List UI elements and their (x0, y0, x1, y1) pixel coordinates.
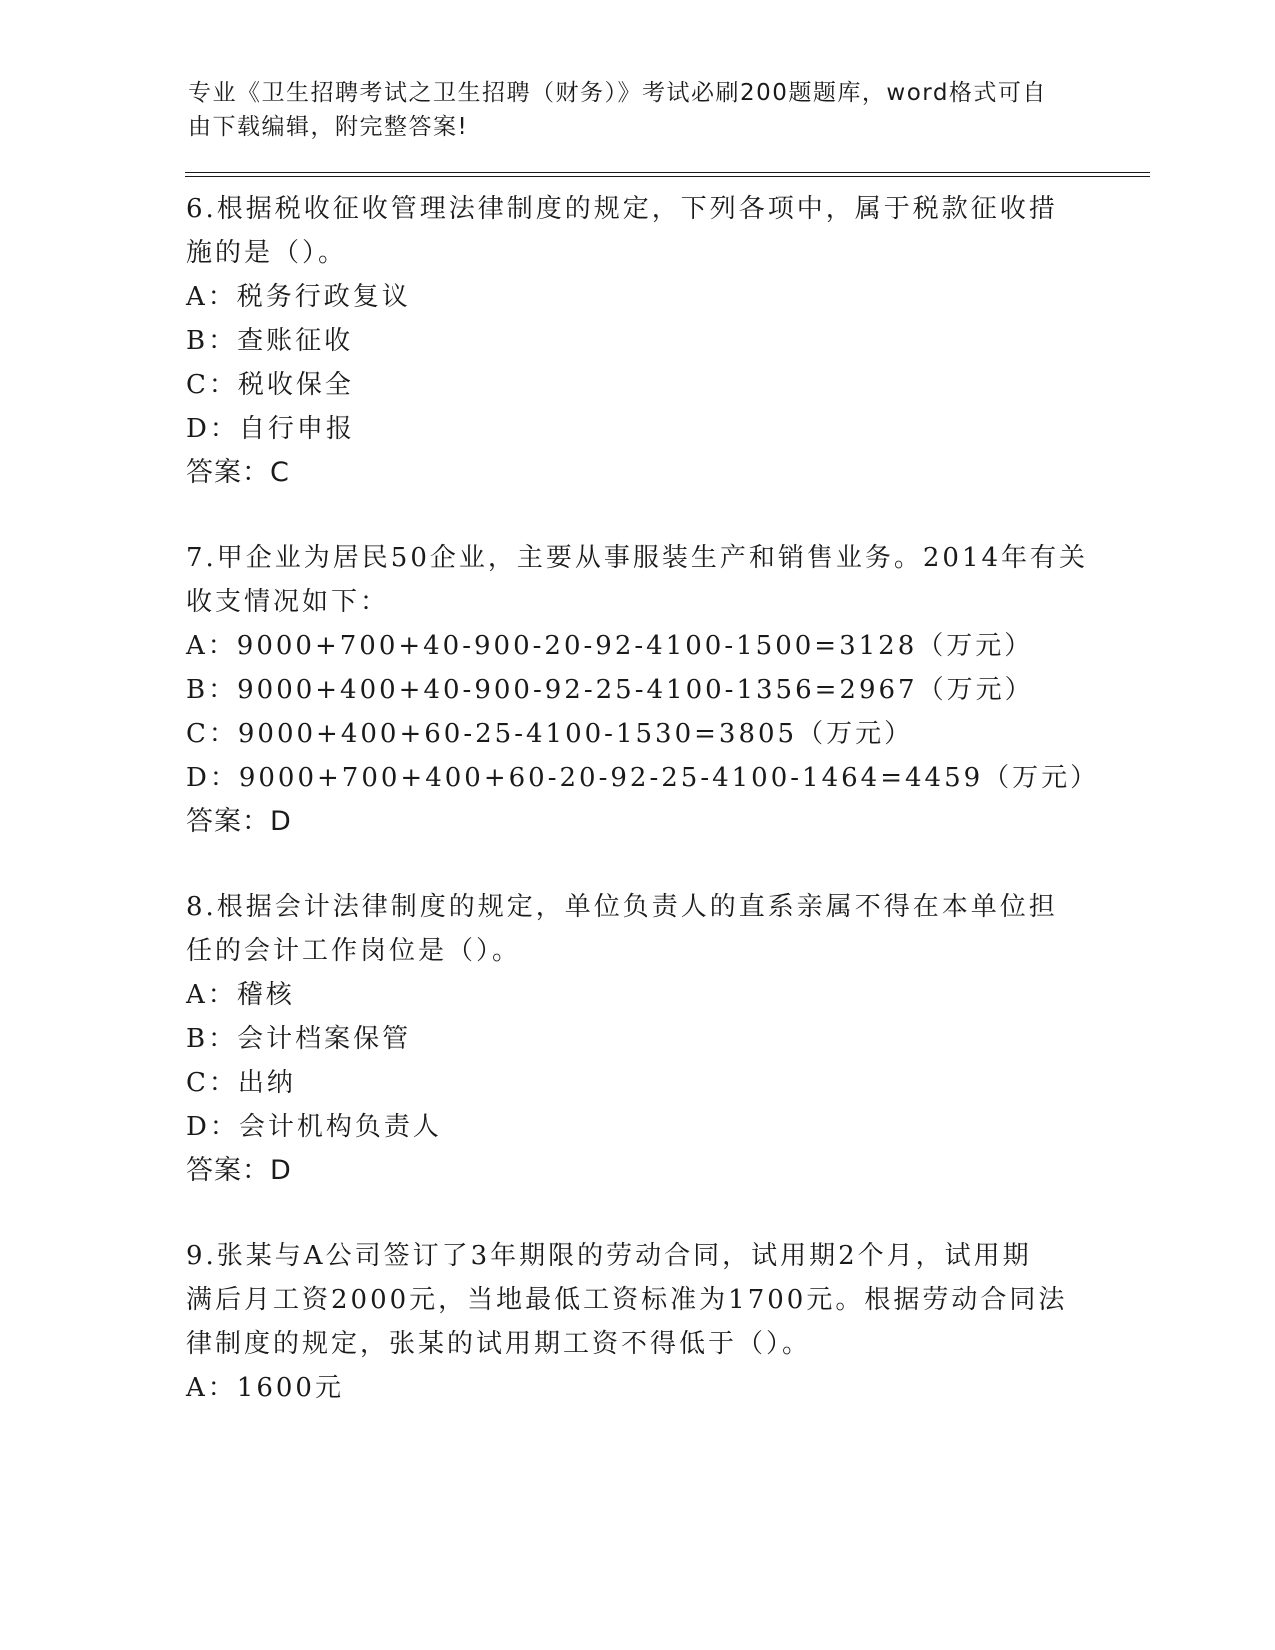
question-6-option-a: A：税务行政复议 (186, 282, 411, 312)
question-8-option-b: B：会计档案保管 (186, 1024, 412, 1054)
header-text-line-1: 专业《卫生招聘考试之卫生招聘（财务）》考试必刷200题题库，word格式可自 (188, 80, 1047, 106)
question-9-stem-line-1: 9.张某与A公司签订了3年期限的劳动合同，试用期2个月，试用期 (186, 1241, 1032, 1271)
question-6-option-b: B：查账征收 (186, 326, 354, 356)
question-8-option-a: A：稽核 (186, 980, 295, 1010)
question-7-answer: 答案：D (186, 806, 292, 837)
question-6-option-c: C：税收保全 (186, 370, 354, 400)
header-text-line-2: 由下载编辑，附完整答案! (188, 114, 469, 140)
question-7-option-a: A：9000+700+40-900-20-92-4100-1500=3128（万元） (186, 631, 1034, 661)
question-8-option-d: D：会计机构负责人 (186, 1112, 442, 1142)
question-9-stem-line-2: 满后月工资2000元，当地最低工资标准为1700元。根据劳动合同法 (186, 1285, 1068, 1315)
question-7-stem-line-1: 7.甲企业为居民50企业，主要从事服装生产和销售业务。2014年有关 (186, 543, 1089, 573)
question-6-stem-line-1: 6.根据税收征收管理法律制度的规定，下列各项中，属于税款征收措 (186, 194, 1058, 224)
question-7-option-c: C：9000+400+60-25-4100-1530=3805（万元） (186, 719, 914, 749)
question-9-option-a: A：1600元 (186, 1373, 344, 1403)
question-9-stem-line-3: 律制度的规定，张某的试用期工资不得低于（）。 (186, 1329, 812, 1359)
question-6-answer: 答案：C (186, 457, 290, 488)
question-8-stem-line-2: 任的会计工作岗位是（）。 (186, 936, 522, 966)
question-8-stem-line-1: 8.根据会计法律制度的规定，单位负责人的直系亲属不得在本单位担 (186, 892, 1058, 922)
question-8-answer: 答案：D (186, 1155, 292, 1186)
question-7-option-d: D：9000+700+400+60-20-92-25-4100-1464=4459（万元） (186, 763, 1100, 793)
question-6-stem-line-2: 施的是（）。 (186, 238, 348, 268)
header-divider-top (185, 172, 1150, 173)
header-divider-bottom (185, 176, 1150, 177)
question-7-option-b: B：9000+400+40-900-92-25-4100-1356=2967（万元） (186, 675, 1034, 705)
question-7-stem-line-2: 收支情况如下： (186, 587, 390, 617)
question-8-option-c: C：出纳 (186, 1068, 296, 1098)
question-6-option-d: D：自行申报 (186, 414, 355, 444)
